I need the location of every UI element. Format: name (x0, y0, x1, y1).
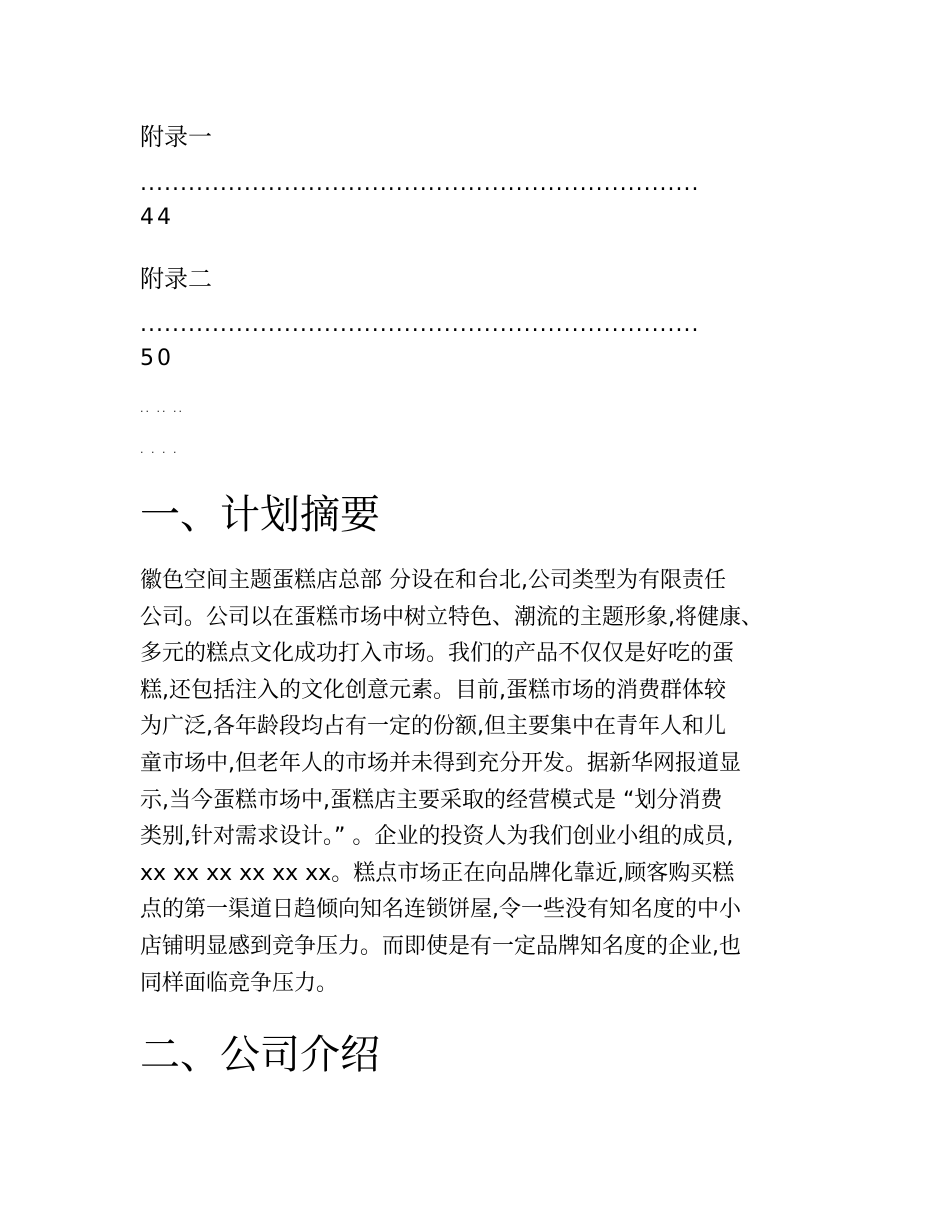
toc-page-number: 44 (140, 205, 174, 230)
paragraph-line: 同样面临竞争压力。 (140, 970, 339, 996)
summary-paragraph (140, 563, 830, 1002)
toc-page-number: 50 (140, 346, 174, 371)
section-heading: 一、计划摘要 (140, 492, 380, 538)
paragraph-line: 示,当今蛋糕市场中,蛋糕店主要采取的经营模式是 “划分消费 (140, 787, 723, 813)
paragraph-line: 公司。公司以在蛋糕市场中树立特色、潮流的主题形象,将健康、 (140, 604, 763, 630)
paragraph-line: 糕,还包括注入的文化创意元素。目前,蛋糕市场的消费群体较 (140, 677, 726, 703)
paragraph-line: 多元的糕点文化成功打入市场。我们的产品不仅仅是好吃的蛋 (140, 641, 735, 667)
paragraph-line: 为广泛,各年龄段均占有一定的份额,但主要集中在青年人和儿 (140, 714, 726, 740)
toc-leader-dots: ...................................................................... (140, 312, 700, 337)
paragraph-line: xx xx xx xx xx xx。糕点市场正在向品牌化靠近,顾客购买糕 (140, 860, 735, 886)
toc-entry-title: 附录一 (140, 123, 212, 151)
paragraph-line: 类别,针对需求设计。” 。企业的投资人为我们创业小组的成员, (140, 824, 734, 850)
toc-entry-title: 附录二 (140, 265, 212, 293)
separator-marks: . . . . (140, 443, 179, 456)
separator-marks: .. .. .. (140, 402, 184, 415)
section-heading: 二、公司介绍 (140, 1032, 380, 1078)
paragraph-line: 徽色空间主题蛋糕店总部 分设在和台北,公司类型为有限责任 (140, 568, 726, 593)
toc-leader-dots: ...................................................................... (140, 171, 700, 196)
paragraph-line: 点的第一渠道日趋倾向知名连锁饼屋,令一些没有知名度的中小 (140, 897, 741, 923)
paragraph-line: 店铺明显感到竞争压力。而即使是有一定品牌知名度的企业,也 (140, 933, 741, 959)
paragraph-line: 童市场中,但老年人的市场并未得到充分开发。据新华网报道显 (140, 750, 741, 776)
